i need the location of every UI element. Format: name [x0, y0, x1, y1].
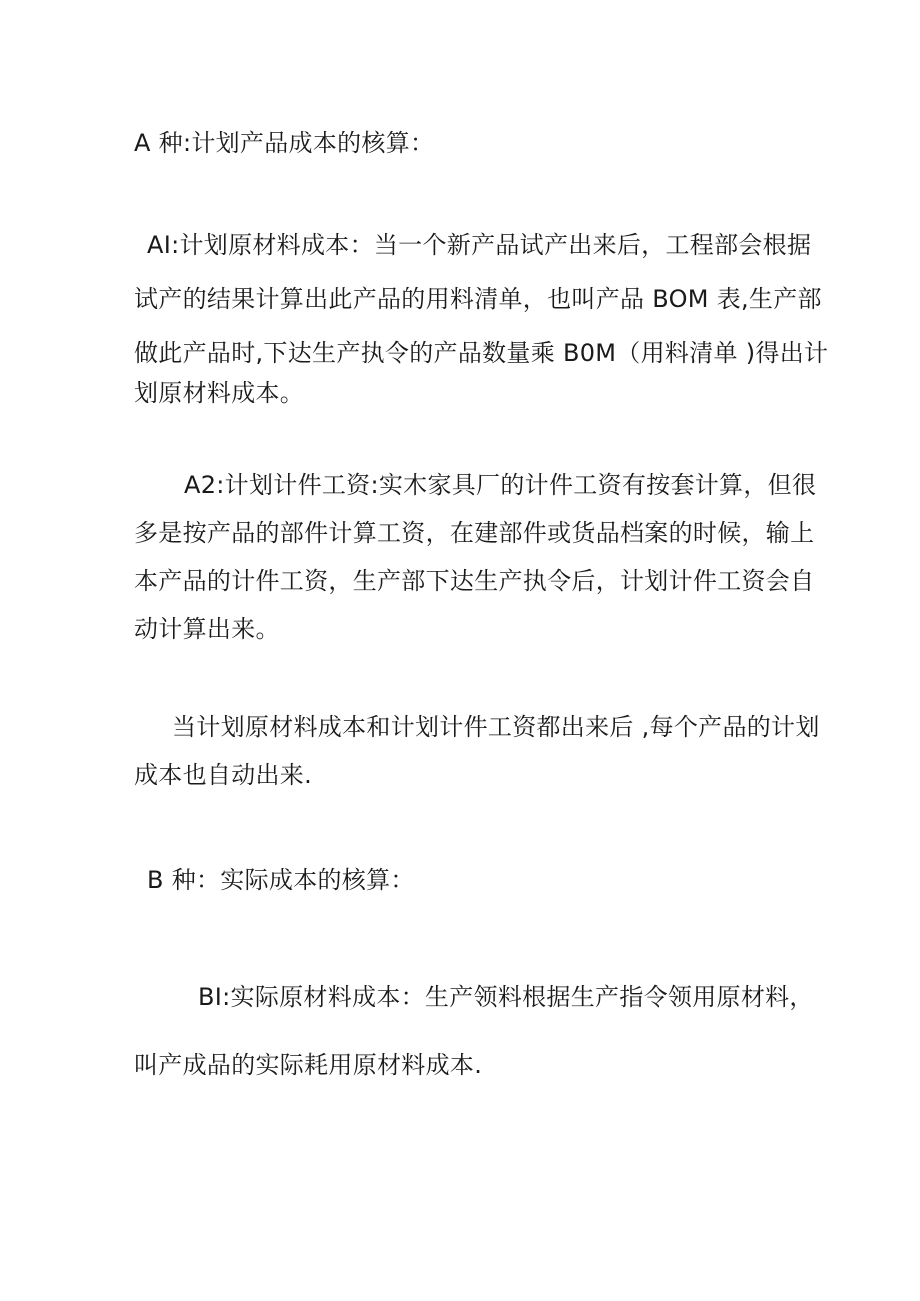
paragraph-b1-line-1: BI:实际原材料成本：生产领料根据生产指令领用原材料， — [198, 983, 814, 1011]
section-a-heading: A 种:计划产品成本的核算： — [134, 129, 435, 157]
paragraph-summary-line-2: 成本也自动出来. — [134, 761, 313, 789]
paragraph-a2-line-1: A2:计划计件工资:实木家具厂的计件工资有按套计算，但很 — [184, 471, 817, 499]
paragraph-a1-line-3: 做此产品时,下达生产执令的产品数量乘 B0M（用料清单 )得出计 — [134, 339, 829, 367]
paragraph-a2-line-4: 动计算出来。 — [134, 615, 280, 643]
paragraph-a2-line-3: 本产品的计件工资，生产部下达生产执令后，计划计件工资会自 — [134, 567, 815, 595]
paragraph-a1-line-2: 试产的结果计算出此产品的用料清单，也叫产品 BOM 表,生产部 — [134, 285, 822, 313]
paragraph-a1-line-1: AI:计划原材料成本：当一个新产品试产出来后，工程部会根据 — [147, 231, 812, 259]
paragraph-a2-line-2: 多是按产品的部件计算工资，在建部件或货品档案的时候，输上 — [134, 519, 815, 547]
paragraph-a1-line-4: 划原材料成本。 — [134, 379, 305, 407]
paragraph-b1-line-2: 叫产成品的实际耗用原材料成本. — [134, 1051, 483, 1079]
paragraph-summary-line-1: 当计划原材料成本和计划计件工资都出来后 ,每个产品的计划 — [172, 713, 820, 741]
section-b-heading: B 种：实际成本的核算： — [147, 866, 415, 894]
